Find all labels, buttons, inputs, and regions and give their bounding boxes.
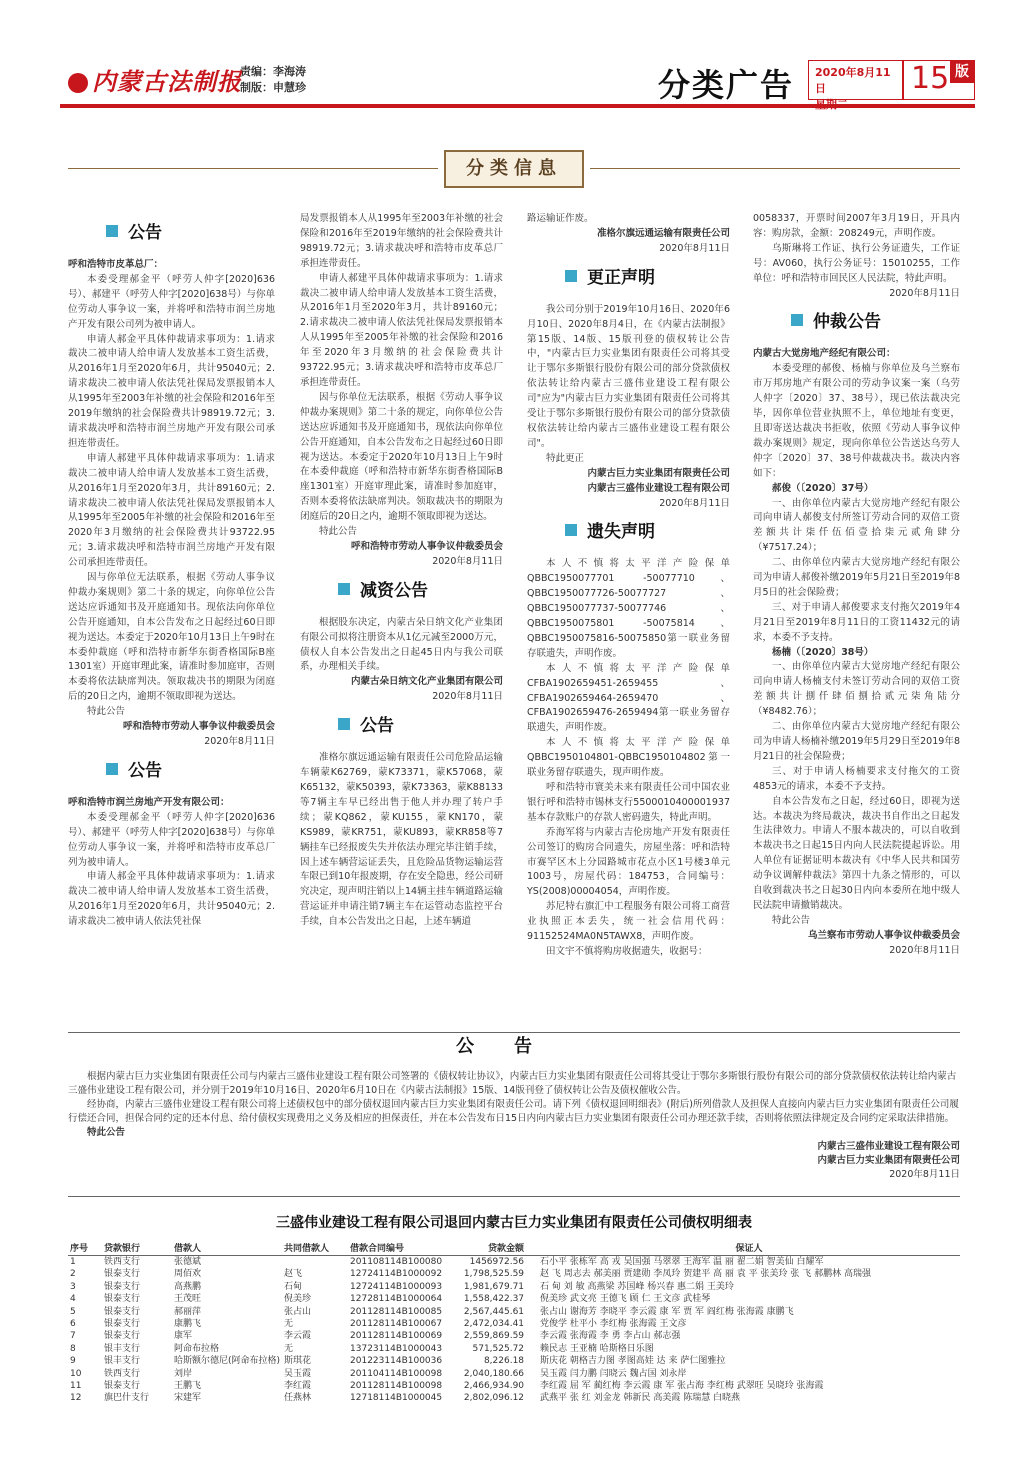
- table-cell: 2,559,869.59: [463, 1331, 525, 1342]
- table-row: [68, 1318, 960, 1330]
- table-cell: 吴玉霞 闫力鹏 闫晓云 魏占国 刘永岸: [540, 1368, 687, 1379]
- notice-title: [106, 760, 275, 782]
- table-cell: 1,558,422.37: [463, 1294, 525, 1305]
- table-row: [68, 1368, 960, 1380]
- table-cell: 康军: [174, 1331, 193, 1342]
- table-cell: 高燕鹏: [174, 1281, 202, 1292]
- notice-title-text: 更正声明: [587, 267, 655, 288]
- table-cell: 5: [70, 1306, 76, 1317]
- table-cell: [282, 1256, 348, 1269]
- issue-date-box: [808, 60, 904, 100]
- table-cell: 任燕林: [284, 1393, 312, 1404]
- page-number-box: [902, 60, 975, 100]
- table-cell: 旗巴什支行: [104, 1393, 150, 1404]
- section-divider: [68, 1032, 960, 1033]
- paragraph: 准格尔旗远通运输有限责任公司危险品运输车辆蒙K62769，蒙K73371，蒙K57068，蒙K65132，蒙K50393，蒙K73363，蒙K88133等7辆主车早已经出售于他人并办理了转户手续；蒙KQ862，蒙KU155，蒙KN170，蒙KS989，蒙KR751，蒙KU893，蒙KR858等7辆挂车已经报废失失并依法办理完毕注销手续，因上述车辆营运证丢失，且危险品货物运输运营车限已到10年报废期，存在安全隐患，经公司研究决定，现声明注销以上14辆主挂车辆道路运输营运证并申请注销7辆主车在运管动态监控平台手续，自本公告发出之日起，上述车辆道: [300, 752, 503, 928]
- table-body: [68, 1256, 960, 1405]
- table-cell: 银丰支行: [104, 1343, 141, 1354]
- paragraph: 申请人郝建平具体仲裁请求事项为：1.请求裁决二被申请人给申请人发放基本工资生活费，从2016年1月至2020年3月，共计89160元；2.请求裁决二被申请人依法凭社保局发票报销本人从1995年至2005年补缴的社会保险和2016年至2020年3月缴纳的社会保险费共计93722.95元；3.请求裁决呼和浩特市皮革总厂承担连带责任。: [300, 272, 503, 388]
- column-2: [300, 212, 503, 930]
- title-square-icon: [565, 270, 577, 282]
- banner-line-right: [590, 168, 960, 169]
- table-cell: 哈斯额尔德尼(阿命布拉格): [174, 1356, 281, 1367]
- notice-date: 2020年8月11日: [889, 944, 960, 956]
- table-cell: 1456972.56: [469, 1257, 525, 1267]
- closing-phrase: 特此公告: [772, 914, 811, 926]
- paragraph: 苏尼特右旗汇中工程服务有限公司将工商营业执照正本丢失，统一社会信用代码：91152524MA0N5TAWX8，声明作废。: [527, 901, 730, 943]
- table-cell: 12724114B1000092: [350, 1269, 443, 1280]
- addressee: 呼和浩特市润兰房地产开发有限公司：: [68, 796, 230, 808]
- signature: 准格尔旗远通运输有限责任公司: [596, 227, 730, 239]
- table-cell: 李红霞: [284, 1381, 312, 1392]
- table-cell: 银泰支行: [104, 1281, 141, 1292]
- paragraph: 三、对于申请人杨楠要求支付拖欠的工资4853元的请求，本委不予支持。: [753, 765, 960, 792]
- table-cell: 银丰支行: [104, 1356, 141, 1367]
- table-cell: 7: [70, 1331, 76, 1342]
- table-cell: 倪美珍 武文亮 王德飞 顾 仁 王文彦 武桂琴: [540, 1294, 711, 1305]
- table-cell: 银泰支行: [104, 1294, 141, 1305]
- table-row: [68, 1306, 960, 1318]
- table-cell: 无: [284, 1343, 294, 1354]
- column-header: 借款合同编号: [348, 1240, 452, 1256]
- addressee: 呼和浩特市皮革总厂：: [68, 259, 164, 270]
- table-row: [68, 1392, 960, 1404]
- table-cell: 201128114B100067: [350, 1319, 443, 1330]
- table-cell: 宋建军: [174, 1393, 202, 1404]
- table-cell: 201104114B100098: [350, 1368, 443, 1379]
- notice-title: [791, 311, 960, 333]
- table-cell: 2,040,180.66: [463, 1368, 525, 1379]
- table-cell: 8,226.18: [483, 1356, 525, 1367]
- notice-title: [106, 222, 275, 244]
- debt-detail-table: [68, 1240, 960, 1405]
- paragraph: 经协商，内蒙古三盛伟业建设工程有限公司将上述债权包中的部分债权退回内蒙古巨力实业集团有限责任公司。请下列《债权退回明细表》(附后)所列借款人及担保人直接向内蒙古巨力实业集团有限责任公司履行偿还合同，担保合同约定的还本付息、给付债权实现费用之义务及相应的担保责任，并在本公告发布日15日内向内蒙古巨力实业集团有限责任公司办理还款手续，否则将依照法律规定及合同约定采取法律措施。: [68, 1099, 959, 1124]
- paragraph: 因与你单位无法联系，根据《劳动人事争议仲裁办案规则》第二十条的规定，向你单位公告送达应诉通知书及开庭通知书。现依法向你单位公告开庭通知，自本公告发布之日起经过60日即视为送达。本委定于2020年10月13日上午9时在本委仲裁庭（呼和浩特市新华东街香格国际B座1301室）开庭审理此案，请准时参加庭审，否则本委将依法缺席判决。领取裁决书的期限为闭庭后的20日之内，逾期不领取即视为送达。: [68, 572, 275, 703]
- column-header: 共同借款人: [282, 1240, 348, 1256]
- signature: 乌兰察布市劳动人事争议仲裁委员会: [807, 929, 960, 941]
- column-1: [68, 212, 275, 930]
- notice-title: [565, 521, 730, 543]
- title-square-icon: [106, 225, 118, 237]
- table-cell: 201128114B100085: [350, 1306, 443, 1317]
- table-row: [68, 1380, 960, 1392]
- table-title: 三盛伟业建设工程有限公司退回内蒙古巨力实业集团有限责任公司债权明细表: [276, 1215, 752, 1231]
- table-cell: 10: [70, 1368, 82, 1379]
- table-cell: 铁西支行: [104, 1257, 141, 1267]
- title-square-icon: [338, 718, 350, 730]
- paragraph: 申请人郝金平具体仲裁请求事项为：1.请求裁决二被申请人给申请人发放基本工资生活费，从2016年1月至2020年6月，共计95040元；2.请求裁决二被申请人依法凭社保局发票报销本人从1995年至2003年补缴的社会保险和2016年至2019年缴纳的社会保险费共计98919.72元；3.请求裁决呼和浩特市润兰房地产开发有限公司承担连带责任。: [68, 333, 275, 449]
- table-cell: 4: [70, 1294, 76, 1305]
- table-cell: 赵 飞 周志去 郝美丽 贾建勋 李凤玲 贺建平 高 丽 袁 平 张美玲 张 飞 郝鹏林 高瑞强: [540, 1269, 871, 1280]
- signature: 内蒙古巨力实业集团有限责任公司: [817, 1155, 960, 1166]
- table-header-row: [68, 1240, 960, 1256]
- table-cell: 铁西支行: [104, 1368, 141, 1379]
- table-cell: 斯庆花 朝格吉力图 孝图高娃 达 来 萨仁图雅拉: [540, 1356, 726, 1367]
- table-cell: 斯琪花: [284, 1356, 312, 1367]
- table-cell: 阿命布拉格: [174, 1343, 220, 1354]
- column-header: 保证人: [538, 1240, 960, 1256]
- table-cell: 201128114B100098: [350, 1381, 443, 1392]
- table-cell: 倪美珍: [284, 1294, 312, 1305]
- closing-phrase: 特此公告: [319, 526, 358, 538]
- table-cell: 李云霞 张海霞 李 勇 李占山 郝志强: [540, 1331, 681, 1342]
- paragraph: 呼和浩特市寰美未来有限责任公司中国农业银行呼和浩特市锡林支行5500010400001937基本存款账户的存款人密码遗失，特此声明。: [527, 782, 730, 823]
- title-square-icon: [565, 524, 577, 536]
- table-cell: 12724114B1000093: [350, 1281, 443, 1292]
- paragraph: 因与你单位无法联系，根据《劳动人事争议仲裁办案规则》第二十条的规定，向你单位公告送达应诉通知书及开庭通知书，现依法向你单位公告开庭通知，自本公告发布之日起经过60日即视为送达。本委定于2020年10月13日上午9时在本委仲裁庭（呼和浩特市新华东街香格国际B座1301室）开庭审理此案，请准时参加庭审，否则本委将依法缺席判决。领取裁决书的期限为闭庭后的20日之内，逾期不领取即视为送达。: [300, 391, 503, 523]
- table-cell: 赖民志 王亚楠 哈斯格日乐图: [540, 1343, 654, 1354]
- signature: 内蒙古三盛伟业建设工程有限公司: [587, 482, 730, 494]
- table-cell: 12718114B1000045: [350, 1393, 443, 1404]
- table-cell: 王鹏飞: [174, 1381, 202, 1392]
- section-divider: [68, 1196, 960, 1197]
- case-heading: 郝俊（〔2020〕37号）: [772, 482, 874, 494]
- title-square-icon: [338, 583, 350, 595]
- table-cell: 13723114B1000043: [350, 1343, 443, 1354]
- editor-name: 责编：李海涛: [240, 65, 306, 78]
- paragraph: 根据股东决定，内蒙古朵日纳文化产业集团有限公司拟将注册资本从1亿元减至2000万元，债权人自本公告发出之日起45日内与我公司联系，办理相关手续。: [300, 616, 503, 673]
- table-cell: 石小平 张栋军 高 戎 吴国强 马翠翠 王海军 温 丽 翟二娟 智美仙 白耀军: [540, 1257, 824, 1267]
- notice-date: 2020年8月11日: [204, 736, 275, 747]
- table-row: [68, 1281, 960, 1293]
- closing-phrase: 特此公告: [87, 706, 126, 718]
- table-cell: 王茂旺: [174, 1294, 202, 1305]
- table-cell: 赵飞: [284, 1269, 303, 1280]
- table-cell: 201128114B100069: [350, 1331, 443, 1342]
- signature: 内蒙古巨力实业集团有限责任公司: [587, 467, 730, 479]
- notice-title-text: 公告: [360, 716, 394, 737]
- notice-date: 2020年8月11日: [889, 287, 960, 299]
- table-row: [68, 1330, 960, 1342]
- table-cell: 201223114B100036: [350, 1356, 443, 1367]
- notice-title: [338, 580, 503, 602]
- table-cell: 9: [70, 1356, 76, 1367]
- page-label: 版: [950, 61, 974, 83]
- notice-date: 2020年8月11日: [659, 497, 730, 509]
- table-cell: 石 甸 刘 敏 高燕梁 苏国峰 杨兴春 惠二娟 王美玲: [540, 1281, 734, 1292]
- table-cell: 党俊学 杜平小 李红梅 张海霞 王文彦: [540, 1319, 687, 1330]
- table-cell: 张德斌: [174, 1257, 202, 1267]
- notice-date: 2020年8月11日: [659, 242, 730, 254]
- table-cell: 2,472,034.41: [463, 1319, 525, 1330]
- notice-title: [338, 715, 503, 737]
- paragraph: 申请人郝金平具体仲裁请求事项为：1.请求裁决二被申请人给申请人发放基本工资生活费，从2016年1月至2020年6月，共计95040元；2.请求裁决二被申请人依法凭社保: [68, 871, 275, 928]
- paragraph: 田文宇不慎将购房收据遗失，收据号：: [546, 945, 708, 957]
- newspaper-logo: [68, 62, 242, 97]
- table-cell: 12728114B1000064: [350, 1294, 443, 1305]
- page-number: 15: [911, 61, 950, 96]
- paragraph: 局发票报销本人从1995年至2003年补缴的社会保险和2016年至2019年缴纳的社会保险费共计98919.72元；3.请求裁决呼和浩特市皮革总厂承担连带责任。: [300, 213, 503, 269]
- paragraph: 本委受理郝金平（呼劳人仲字[2020]636号）、郝建平（呼劳人仲字[2020]638号）与你单位劳动人事争议一案，并将呼和浩特市皮革总厂列为被申请人。: [68, 811, 275, 868]
- notice-title: 公告: [456, 1036, 572, 1057]
- table-cell: 201108114B100080: [350, 1257, 443, 1267]
- case-heading: 杨楠（〔2020〕38号）: [772, 646, 874, 658]
- paragraph: 乔海军将与内蒙古吉伦房地产开发有限责任公司签订的购房合同遗失，房屋坐落：呼和浩特市赛罕区木上分园路城市花点小区1号楼3单元1003号，房屋代码：184753，合同编号：YS(2008)00004054，声明作废。: [527, 826, 730, 898]
- notice-title-text: 公告: [128, 223, 162, 243]
- paragraph: 乌斯琳将工作证、执行公务证遗失，工作证号：AV060，执行公务证号：15010255，工作单位：呼和浩特市回民区人民法院，特此声明。: [753, 242, 960, 284]
- paragraph: 自本公告发布之日起，经过60日，即视为送达。本裁决为终局裁决，裁决书自作出之日起发生法律效力。申请人不服本裁决的，可以自收到本裁决书之日起15日内向人民法院提起诉讼。用人单位有证据证明本裁决有《中华人民共和国劳动争议调解仲裁法》第四十九条之情形的，可以自收到裁决书之日起30日内向本委所在地中级人民法院申请撤销裁决。: [753, 795, 960, 911]
- title-square-icon: [106, 763, 118, 775]
- notice-title-text: 遗失声明: [587, 522, 655, 543]
- title-square-icon: [791, 314, 803, 326]
- notice-title-text: 仲裁公告: [813, 312, 881, 333]
- table-cell: 石甸: [284, 1281, 303, 1292]
- logo-emblem-icon: [68, 73, 88, 93]
- table-cell: 李红霞 屈 军 蔺红梅 李云霞 康 军 张占海 李红梅 武翠旺 吴晓玲 张海霞: [540, 1381, 824, 1392]
- table-row: [68, 1355, 960, 1367]
- table-cell: 银泰支行: [104, 1306, 141, 1317]
- table-cell: 银泰支行: [104, 1381, 141, 1392]
- closing-phrase: 特此更正: [546, 452, 585, 464]
- section-title: 分类广告: [658, 66, 795, 104]
- table-cell: 银泰支行: [104, 1269, 141, 1280]
- table-cell: 康鹏飞: [174, 1319, 202, 1330]
- column-header: 借款人: [172, 1240, 282, 1256]
- table-cell: 1: [70, 1257, 76, 1267]
- closing-phrase: 特此公告: [87, 1127, 126, 1138]
- table-row: [68, 1293, 960, 1305]
- notice-title: [565, 267, 730, 289]
- table-cell: 11: [70, 1381, 82, 1392]
- signature: 内蒙古三盛伟业建设工程有限公司: [817, 1141, 960, 1152]
- notice-date: 2020年8月11日: [889, 1169, 960, 1180]
- logo-text: 内蒙古法制报: [92, 67, 242, 96]
- notice-date: 2020年8月11日: [432, 555, 503, 567]
- table-cell: 张占山: [284, 1306, 312, 1317]
- table-cell: 2,567,445.61: [463, 1306, 525, 1317]
- paragraph: 二、由你单位内蒙古大觉房地产经纪有限公司为申请人郝俊补缴2019年5月21日至2019年8月5日的社会保险费；: [753, 557, 960, 598]
- masthead-divider: [60, 104, 975, 108]
- notice-title-text: 减资公告: [360, 580, 428, 601]
- table-row: [68, 1343, 960, 1355]
- table-cell: 8: [70, 1343, 76, 1354]
- issue-date: 2020年8月11日: [815, 66, 891, 95]
- paragraph: 二、由你单位内蒙古大觉房地产经纪有限公司为申请人杨楠补缴2019年5月29日至2019年8月21日的社会保险费；: [753, 721, 960, 762]
- notice-title-text: 公告: [128, 760, 162, 781]
- paragraph: 三、对于申请人郝俊要求支付拖欠2019年4月21日至2019年8月11日的工资11432元的请求，本委不予支持。: [753, 601, 960, 643]
- table-row: [68, 1256, 960, 1269]
- table-cell: 6: [70, 1319, 76, 1330]
- table-cell: 银泰支行: [104, 1331, 141, 1342]
- table-row: [68, 1268, 960, 1280]
- table-cell: 银泰支行: [104, 1319, 141, 1330]
- paragraph: 本人不慎将太平洋产险保单CFBA1902659451-2659455、CFBA1902659464-2659470、CFBA1902659476-2659494第一联业务留存联遗失，声明作废。: [527, 662, 730, 734]
- table-cell: 1,798,525.59: [463, 1269, 525, 1280]
- table-cell: 周佰欢: [174, 1269, 202, 1280]
- table-cell: 张占山 谢海芳 李晓平 李云霞 康 军 贾 军 阎红梅 张海霞 康鹏飞: [540, 1306, 794, 1317]
- signature: 呼和浩特市劳动人事争议仲裁委员会: [122, 721, 275, 733]
- paragraph: 我公司分别于2019年10月16日、2020年6月10日、2020年8月4日，在《内蒙古法制报》第15版、14版、15版刊登的债权转让公告中，"内蒙古巨力实业集团有限责任公司将其受让于鄂尔多斯银行股份有限公司的部分贷款债权依法转让给内蒙古三盛伟业建设工程有限公司"应为"内蒙古巨力实业集团有限责任公司将其受让于鄂尔多斯银行股份有限公司的部分贷款债权依法转让给内蒙古三盛伟业建设工程有限公司"。: [527, 303, 730, 449]
- table-cell: 1,981,679.71: [463, 1281, 525, 1292]
- table-cell: 2: [70, 1269, 76, 1280]
- table-cell: 郝丽萍: [174, 1306, 202, 1317]
- paragraph: 本委受理郝金平（呼劳人仲字[2020]636号）、郝建平（呼劳人仲字[2020]638号）与你单位劳动人事争议一案，并将呼和浩特市润兰房地产开发有限公司列为被申请人。: [68, 273, 275, 330]
- producer-name: 制版：申慧珍: [240, 81, 306, 94]
- paragraph: 一、由你单位内蒙古大觉房地产经纪有限公司向申请人郝俊支付所签订劳动合同的双倍工资差额共计柒仟伍佰壹拾柒元贰角肆分（¥7517.24）；: [753, 497, 960, 554]
- paragraph: 根据内蒙古巨力实业集团有限责任公司与内蒙古三盛伟业建设工程有限公司签署的《债权转让协议》，内蒙古巨力实业集团有限责任公司将其受让于鄂尔多斯银行股份有限公司的部分贷款债权依法转让给内蒙古三盛伟业建设工程有限公司，并分别于2019年10月16日、2020年6月10日在《内蒙古法制报》15版、14版刊登了债权转让公告及债权催收公告。: [68, 1071, 957, 1096]
- paragraph: 本人不慎将太平洋产险保单QBBC1950077701 -50077710、QBBC1950077726-50077727、QBBC1950077737-50077746、QBBC1950075801 -50075814、QBBC1950075816-50075850第一联业务留存联遗失，声明作废。: [527, 558, 730, 659]
- notice-date: 2020年8月11日: [432, 691, 503, 703]
- column-4: [753, 212, 960, 959]
- column-header: 贷款金额: [452, 1240, 538, 1256]
- signature: 内蒙古朵日纳文化产业集团有限公司: [350, 676, 503, 688]
- addressee: 内蒙古大觉房地产经纪有限公司：: [753, 348, 896, 360]
- table-cell: 李云霞: [284, 1331, 312, 1342]
- paragraph: 一、由你单位内蒙古大觉房地产经纪有限公司向申请人杨楠支付未签订劳动合同的双倍工资差额共计捌仟肆佰捌拾贰元柒角陆分（¥8482.76）；: [753, 661, 960, 718]
- paragraph: 本委受理的郝俊、杨楠与你单位及乌兰察布市万邦房地产有限公司的劳动争议案一案（乌劳人仲字〔2020〕37、38号），现已依法裁决完毕，因你单位营业执照不上，单位地址有变更，且即寄送达裁决书拒收，依照《劳动人事争议仲裁办案规则》规定，现向你单位公告送达乌劳人仲字〔2020〕37、38号仲裁裁决书。裁决内容如下：: [753, 363, 960, 479]
- table-cell: 571,525.72: [472, 1343, 525, 1354]
- paragraph: 路运输证作废。: [527, 213, 594, 224]
- table-cell: 2,802,096.12: [463, 1393, 525, 1404]
- table-cell: 吴玉霞: [284, 1368, 312, 1379]
- signature: 呼和浩特市劳动人事争议仲裁委员会: [350, 540, 503, 552]
- masthead: [60, 58, 975, 106]
- paragraph: 申请人郝建平具体仲裁请求事项为：1.请求裁决二被申请人给申请人发放基本工资生活费，从2016年1月至2020年3月，共计89160元；2.请求裁决二被申请人依法凭社保局发票报销本人从1995年至2005年补缴的社会保险和2016年至2020年3月缴纳的社会保险费共计93722.95元；3.请求裁决呼和浩特市润兰房地产开发有限公司承担连带责任。: [68, 452, 275, 569]
- table-cell: 武燕平 张 红 刘金龙 韩新民 高美霞 陈瑞慧 白晓燕: [540, 1393, 741, 1404]
- debt-return-notice: [68, 1036, 960, 1182]
- table-cell: 12: [70, 1393, 82, 1404]
- table-cell: 无: [284, 1319, 294, 1330]
- table-cell: 刘岸: [174, 1368, 193, 1379]
- paragraph: 本人不慎将太平洋产险保单QBBC1950104801-QBBC1950104802第一联业务留存联遗失，现声明作废。: [527, 737, 730, 779]
- section-banner: 分类信息: [444, 150, 584, 188]
- table-cell: 3: [70, 1281, 76, 1292]
- paragraph: 0058337，开票时间2007年3月19日，开具内容：购房款，金额：208249元，声明作废。: [753, 213, 960, 239]
- column-header: 序号: [68, 1240, 102, 1256]
- table-cell: 2,466,934.90: [463, 1381, 525, 1392]
- column-3: [527, 212, 730, 960]
- banner-line-left: [68, 168, 438, 169]
- column-header: 贷款银行: [102, 1240, 172, 1256]
- editor-credits: [240, 64, 306, 96]
